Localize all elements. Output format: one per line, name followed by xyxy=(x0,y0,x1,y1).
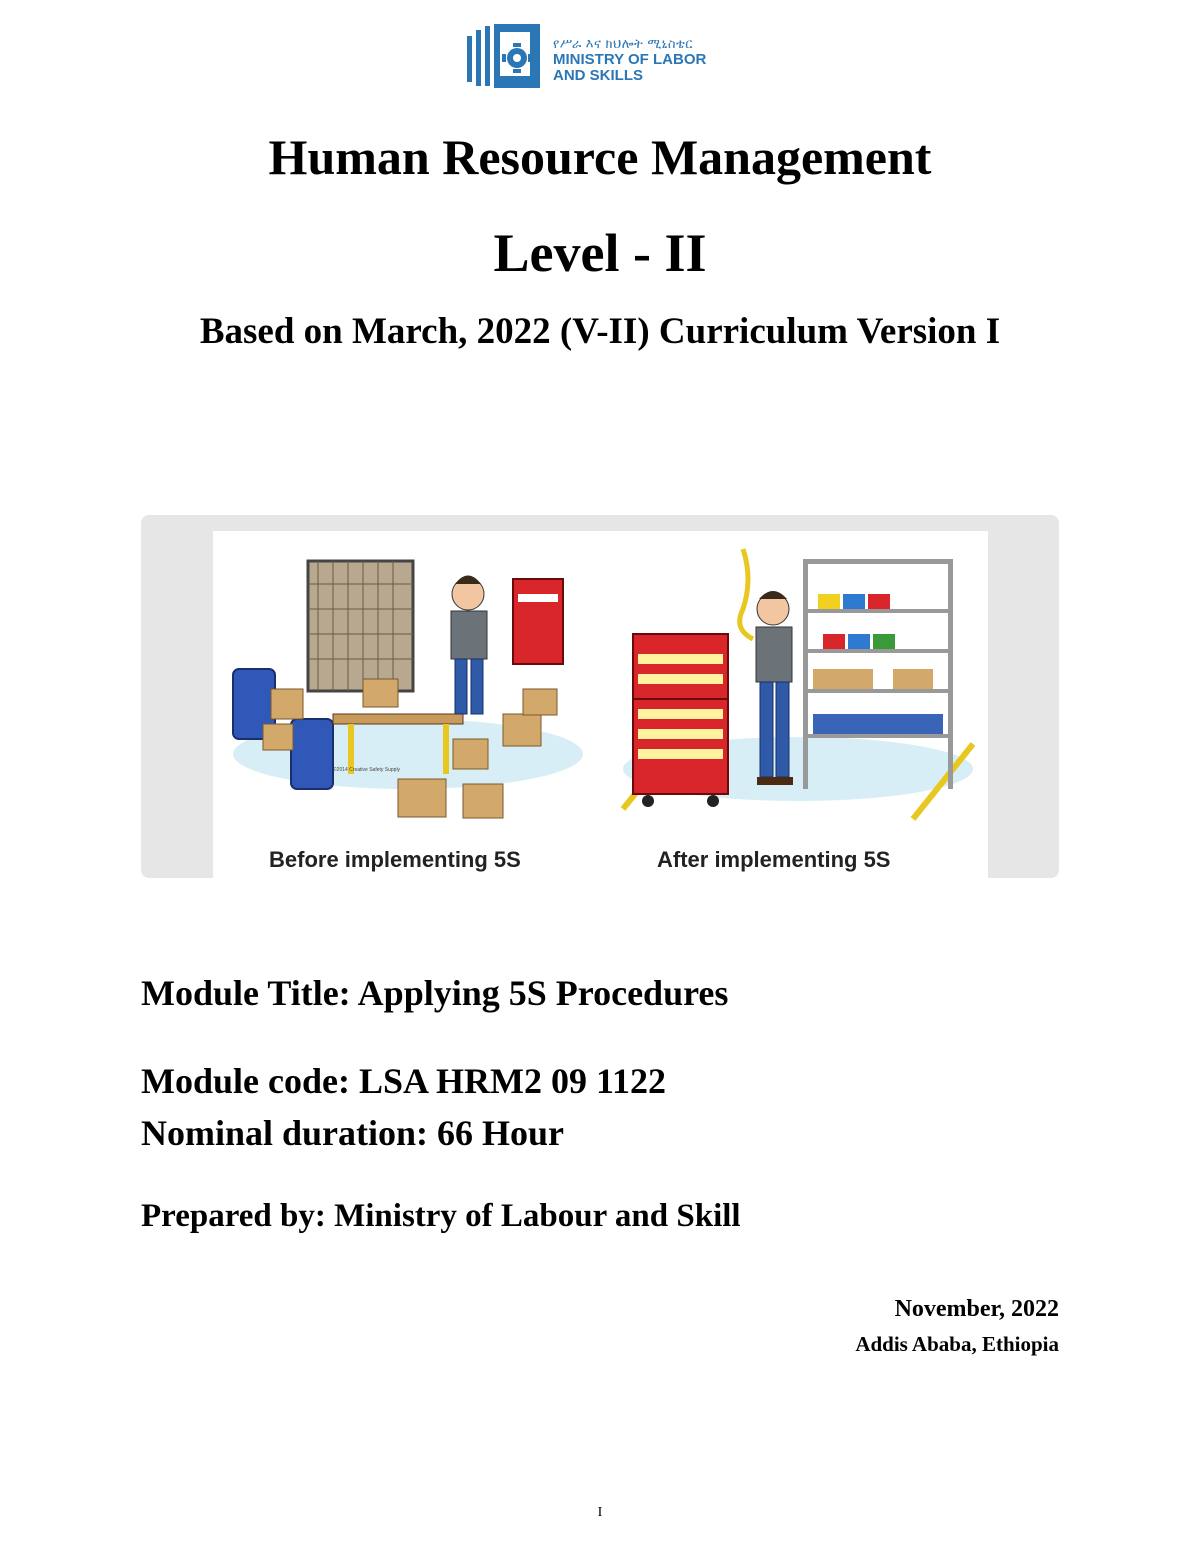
copyright-watermark: ©2014 Creative Safety Supply xyxy=(333,767,401,773)
logo-text xyxy=(553,36,706,84)
caption-after: After implementing 5S xyxy=(657,847,891,872)
module-code: Module code: LSA HRM2 09 1122 xyxy=(141,1061,667,1101)
after-5s-scene xyxy=(613,539,983,829)
curriculum-subtitle: Based on March, 2022 (V-II) Curriculum Version I xyxy=(199,311,1001,352)
ministry-logo xyxy=(465,22,735,88)
illustration-panel xyxy=(213,531,988,878)
logo-line2: AND SKILLS xyxy=(553,67,643,84)
document-title: Human Resource Management xyxy=(268,129,932,185)
publication-date: November, 2022 xyxy=(894,1296,1059,1322)
logo-amharic: የሥራ እና ክህሎት ሚኒስቴር xyxy=(553,36,693,51)
module-title: Module Title: Applying 5S Procedures xyxy=(141,973,729,1013)
nominal-duration: Nominal duration: 66 Hour xyxy=(141,1113,565,1153)
caption-before: Before implementing 5S xyxy=(269,847,521,872)
5s-illustration xyxy=(141,515,1059,878)
page-number: I xyxy=(597,1505,603,1520)
before-5s-scene xyxy=(223,539,593,829)
logo-line1: MINISTRY OF LABOR xyxy=(553,51,707,68)
level-heading: Level - II xyxy=(493,223,707,283)
prepared-by: Prepared by: Ministry of Labour and Skill xyxy=(141,1198,741,1234)
publication-place: Addis Ababa, Ethiopia xyxy=(855,1332,1059,1356)
ministry-emblem-icon xyxy=(465,22,549,88)
